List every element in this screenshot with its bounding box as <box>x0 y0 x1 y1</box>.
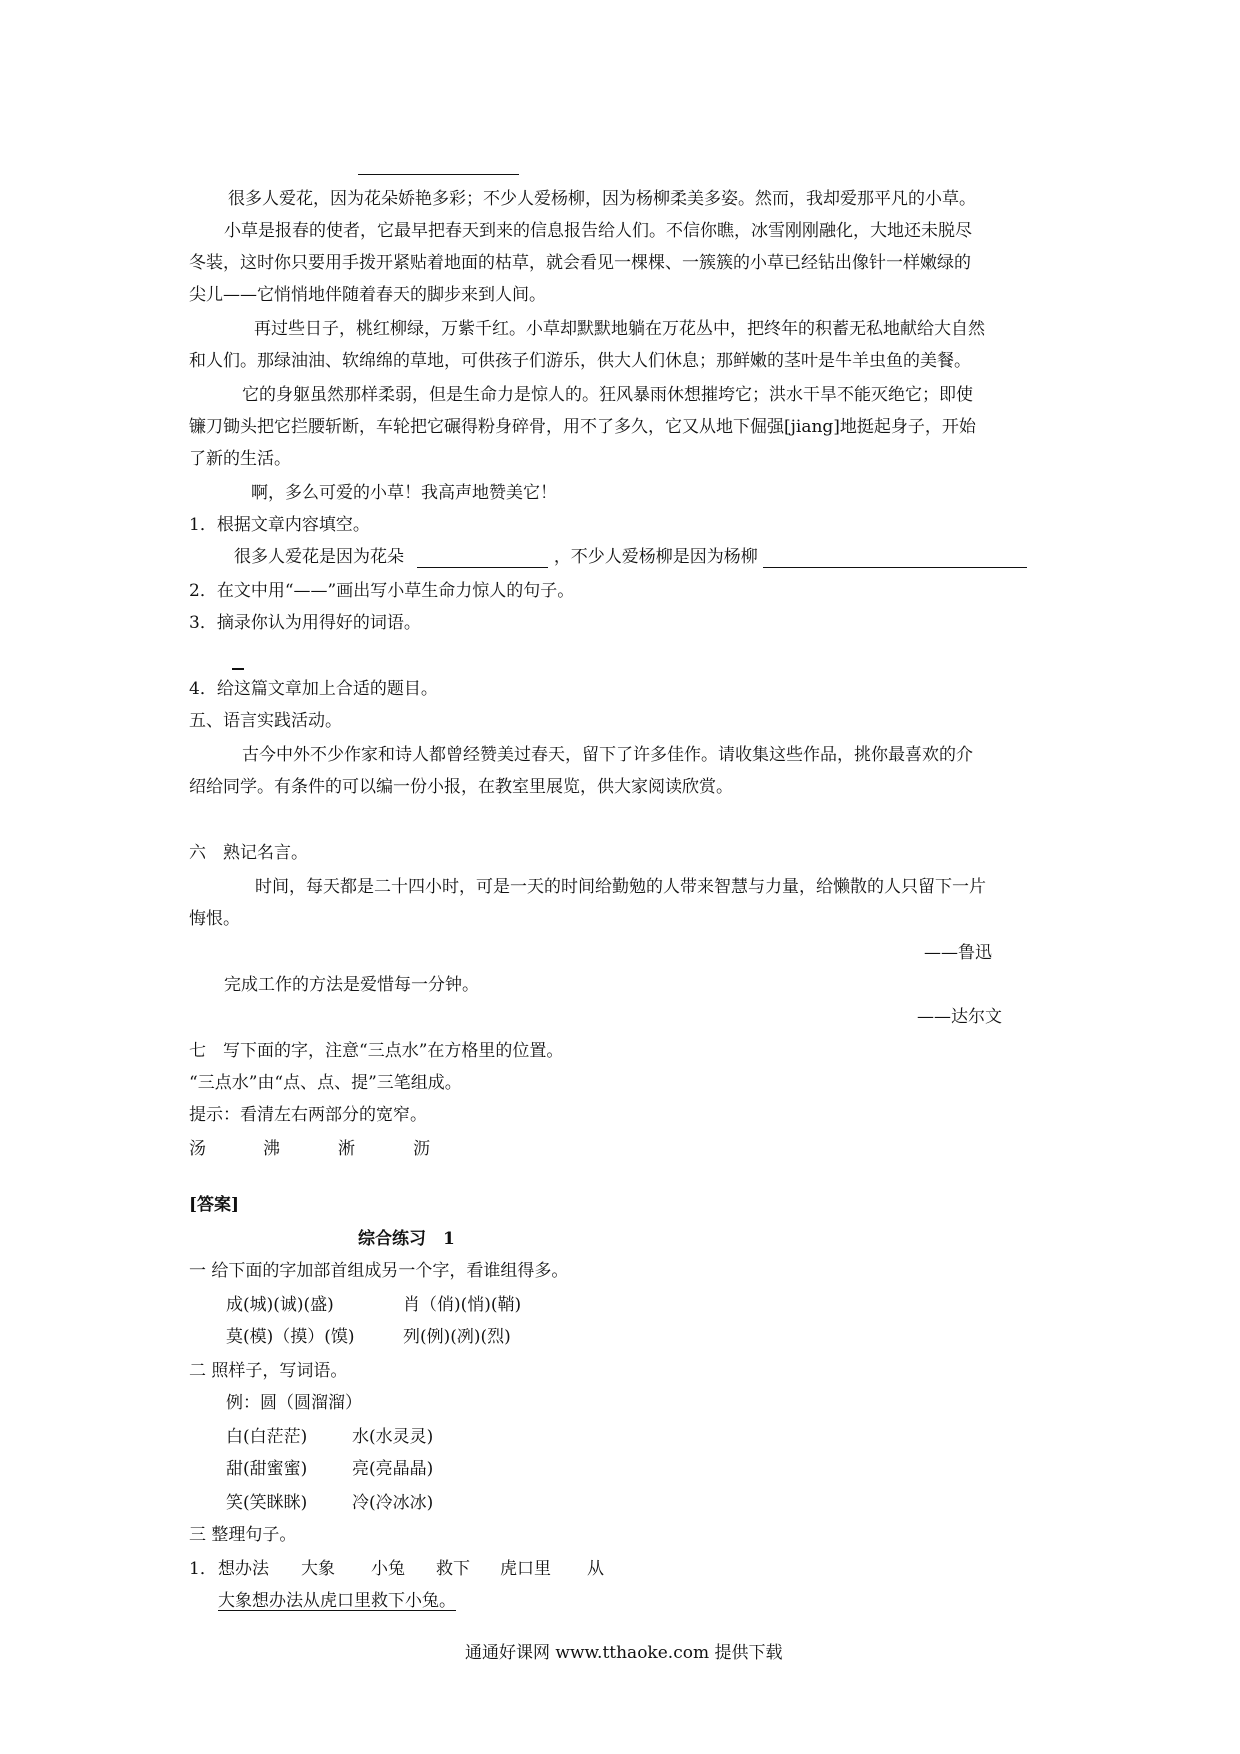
quote-1-line-2: 悔恨。 <box>189 909 240 929</box>
section-6-heading: 六 熟记名言。 <box>189 843 308 863</box>
answer-2-row-1b: 水(水灵灵) <box>352 1427 434 1447</box>
quote-2: 完成工作的方法是爱惜每一分钟。 <box>224 975 479 995</box>
section-7-heading: 七 写下面的字，注意“三点水”在方格里的位置。 <box>189 1041 564 1061</box>
question-3: 3．摘录你认为用得好的词语。 <box>189 613 421 633</box>
passage-paragraph-1: 很多人爱花，因为花朵娇艳多彩；不少人爱杨柳，因为杨柳柔美多姿。然而，我却爱那平凡的小草。 <box>228 189 976 209</box>
answers-title: 综合练习 1 <box>358 1229 455 1249</box>
section-5-heading: 五、语言实践活动。 <box>189 711 342 731</box>
answer-3-q1-number: 1． <box>189 1559 217 1579</box>
practice-char-3: 淅 <box>338 1139 355 1159</box>
answer-2-row-3b: 冷(冷冰冰) <box>352 1493 434 1513</box>
answer-1-row-1a: 成(城)(诚)(盛) <box>226 1295 334 1315</box>
passage-paragraph-2-line-1: 小草是报春的使者，它最早把春天到来的信息报告给人们。不信你瞧，冰雪刚刚融化，大地还未脱尽 <box>224 221 972 241</box>
answer-3-q1-word-2: 大象 <box>301 1559 335 1579</box>
practice-char-2: 沸 <box>263 1139 280 1159</box>
answer-3-q1-word-6: 从 <box>587 1559 604 1579</box>
question-1: 1．根据文章内容填空。 <box>189 515 370 535</box>
section-5-line-2: 绍给同学。有条件的可以编一份小报，在教室里展览，供大家阅读欣赏。 <box>189 777 733 797</box>
passage-paragraph-3-line-1: 再过些日子，桃红柳绿，万紫千红。小草却默默地躺在万花丛中，把终年的积蓄无私地献给大自然 <box>254 319 985 339</box>
question-2: 2．在文中用“——”画出写小草生命力惊人的句子。 <box>189 581 575 601</box>
section-5-line-1: 古今中外不少作家和诗人都曾经赞美过春天，留下了许多佳作。请收集这些作品，挑你最喜欢的介 <box>242 745 973 765</box>
answer-blank-3[interactable] <box>232 668 244 670</box>
question-4: 4．给这篇文章加上合适的题目。 <box>189 679 438 699</box>
title-blank-line <box>358 174 519 175</box>
answer-2-example: 例：圆（圆溜溜） <box>226 1393 362 1413</box>
answer-3-q1-word-4: 救下 <box>436 1559 470 1579</box>
practice-char-1: 汤 <box>189 1139 206 1159</box>
answer-blank-1[interactable] <box>417 549 548 568</box>
answer-2-row-2a: 甜(甜蜜蜜) <box>226 1459 308 1479</box>
answer-3-q1-word-3: 小兔 <box>371 1559 405 1579</box>
answer-section-2-heading: 二 照样子，写词语。 <box>189 1361 348 1381</box>
answer-2-row-1a: 白(白茫茫) <box>226 1427 308 1447</box>
answer-blank-2[interactable] <box>763 549 1027 568</box>
answers-label: [答案] <box>189 1195 240 1215</box>
page-footer: 通通好课网 www.tthaoke.com 提供下载 <box>465 1643 783 1663</box>
answer-1-row-2b: 列(例)(冽)(烈) <box>403 1327 511 1347</box>
section-7-line-2: 提示：看清左右两部分的宽窄。 <box>189 1105 427 1125</box>
answer-2-row-2b: 亮(亮晶晶) <box>352 1459 434 1479</box>
passage-paragraph-2-line-3: 尖儿——它悄悄地伴随着春天的脚步来到人间。 <box>189 285 546 305</box>
question-1-prompt-a: 很多人爱花是因为花朵 <box>234 547 404 567</box>
passage-paragraph-5: 啊，多么可爱的小草！我高声地赞美它！ <box>251 483 557 503</box>
answer-section-1-heading: 一 给下面的字加部首组成另一个字，看谁组得多。 <box>189 1261 569 1281</box>
answer-1-row-1b: 肖（俏)(悄)(鞘) <box>403 1295 522 1315</box>
question-1-fill-line <box>234 546 1027 568</box>
answer-2-row-3a: 笑(笑眯眯) <box>226 1493 308 1513</box>
passage-paragraph-3-line-2: 和人们。那绿油油、软绵绵的草地，可供孩子们游乐，供大人们休息；那鲜嫩的茎叶是牛羊虫鱼的美餐。 <box>189 351 971 371</box>
answer-1-row-2a: 莫(模)（摸）(馍) <box>226 1327 355 1347</box>
section-7-line-1: “三点水”由“点、点、提”三笔组成。 <box>189 1073 462 1093</box>
passage-paragraph-4-line-3: 了新的生活。 <box>189 449 291 469</box>
answer-3-q1-word-1: 想办法 <box>218 1559 269 1579</box>
question-1-prompt-b: ，不少人爱杨柳是因为杨柳 <box>553 547 758 567</box>
answer-3-q1-word-5: 虎口里 <box>500 1559 551 1579</box>
quote-1-line-1: 时间，每天都是二十四小时，可是一天的时间给勤勉的人带来智慧与力量，给懒散的人只留下一片 <box>255 877 986 897</box>
passage-paragraph-4-line-1: 它的身躯虽然那样柔弱，但是生命力是惊人的。狂风暴雨休想摧垮它；洪水干旱不能灭绝它；即使 <box>242 385 973 405</box>
practice-char-4: 沥 <box>413 1139 430 1159</box>
passage-paragraph-4-line-2: 镰刀锄头把它拦腰斩断，车轮把它碾得粉身碎骨，用不了多久，它又从地下倔强[jiang]地挺起身子，开始 <box>189 417 976 437</box>
quote-1-author: ——鲁迅 <box>924 943 992 963</box>
answer-section-3-heading: 三 整理句子。 <box>189 1525 297 1545</box>
answer-3-q1-answer: 大象想办法从虎口里救下小兔。 <box>218 1591 456 1611</box>
passage-paragraph-2-line-2: 冬装，这时你只要用手拨开紧贴着地面的枯草，就会看见一棵棵、一簇簇的小草已经钻出像针一样嫩绿的 <box>189 253 971 273</box>
quote-2-author: ——达尔文 <box>917 1007 1002 1027</box>
